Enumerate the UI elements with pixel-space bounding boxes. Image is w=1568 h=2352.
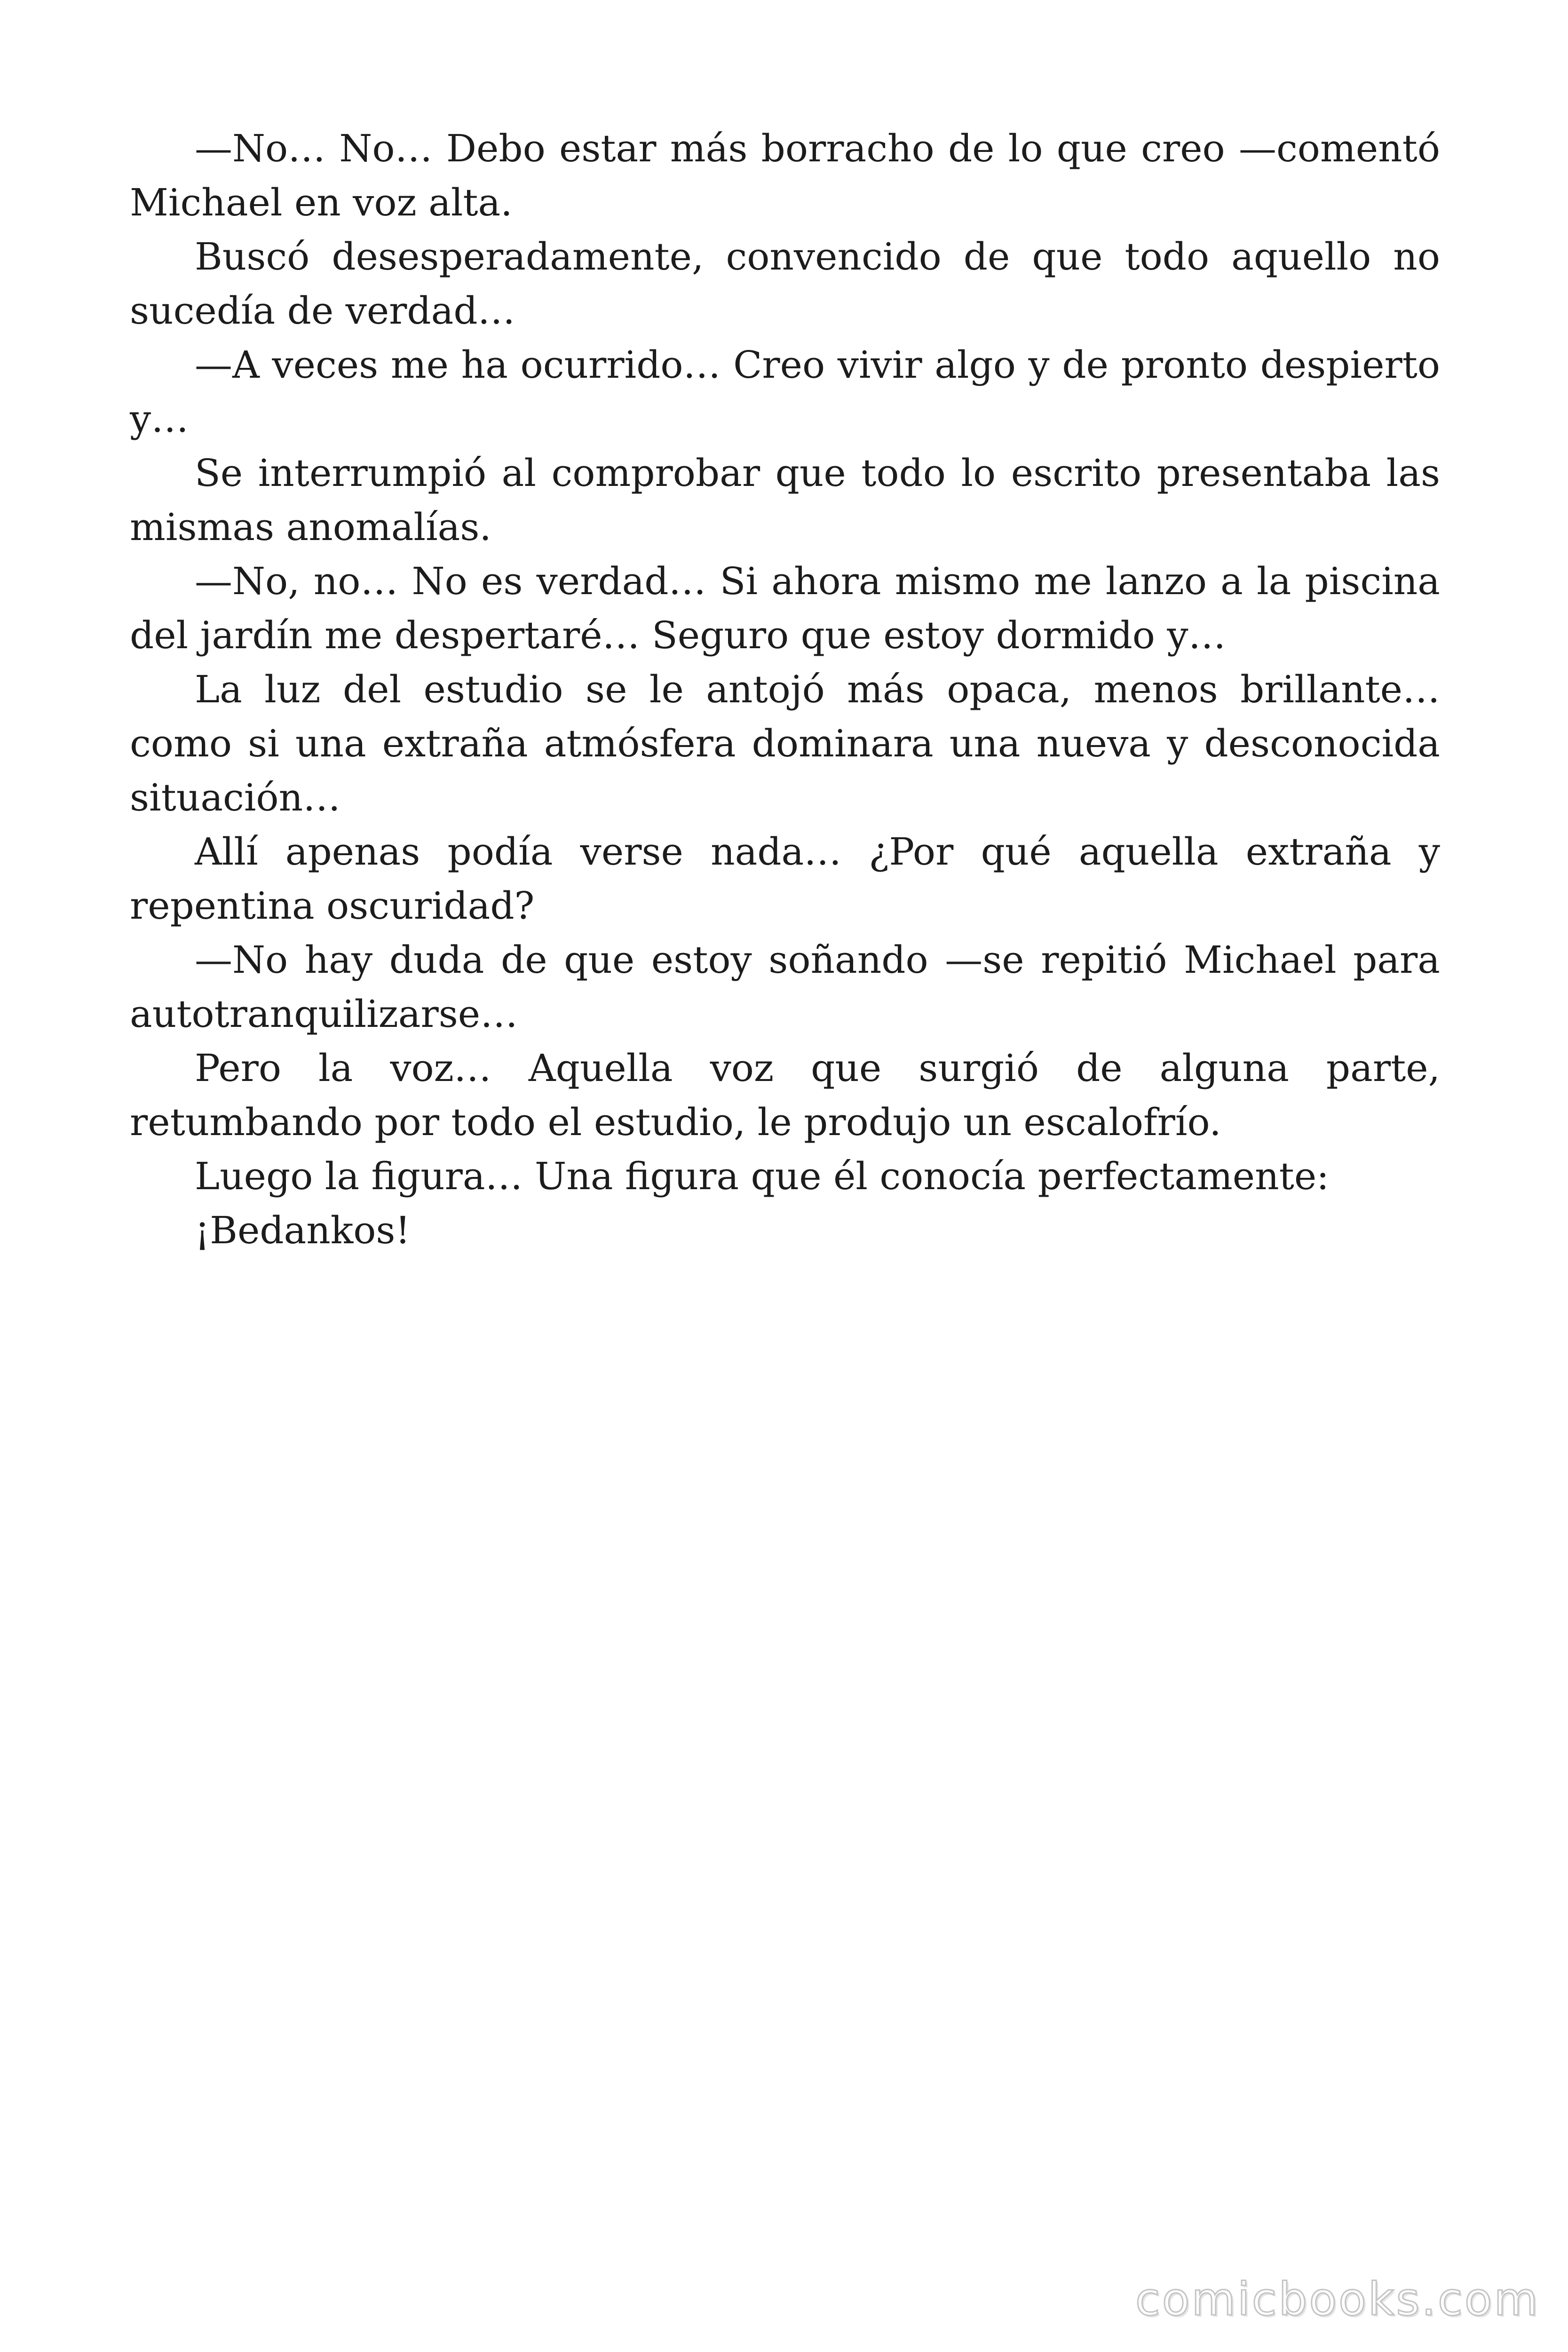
body-text xyxy=(130,121,1440,1257)
paragraph-2: Buscó desesperadamente, convencido de que todo aquello no sucedía de verdad… xyxy=(130,235,1440,333)
paragraph-1: —No… No… Debo estar más borracho de lo que creo —comentó Michael en voz alta. xyxy=(130,127,1440,224)
watermark: comicbooks.com xyxy=(1135,2273,1540,2326)
paragraph-9: Pero la voz… Aquella voz que surgió de alguna parte, retumbando por todo el estudio, le produjo un escalofrío. xyxy=(130,1046,1440,1144)
paragraph-6: La luz del estudio se le antojó más opaca, menos brillante… como si una extraña atmósfera dominara una nueva y desconocida situación… xyxy=(130,667,1440,819)
paragraph-10: Luego la figura… Una figura que él conocía perfectamente: xyxy=(195,1154,1330,1198)
paragraph-3: —A veces me ha ocurrido… Creo vivir algo y de pronto despierto y… xyxy=(130,343,1440,441)
paragraph-11: ¡Bedankos! xyxy=(195,1208,411,1252)
paragraph-7: Allí apenas podía verse nada… ¿Por qué aquella extraña y repentina oscuridad? xyxy=(130,830,1440,928)
paragraph-4: Se interrumpió al comprobar que todo lo escrito presentaba las mismas anomalías. xyxy=(130,451,1440,549)
paragraph-5: —No, no… No es verdad… Si ahora mismo me lanzo a la piscina del jardín me despertaré… Seguro que estoy dormido y… xyxy=(130,559,1440,657)
paragraph-8: —No hay duda de que estoy soñando —se repitió Michael para autotranquilizarse… xyxy=(130,938,1440,1036)
